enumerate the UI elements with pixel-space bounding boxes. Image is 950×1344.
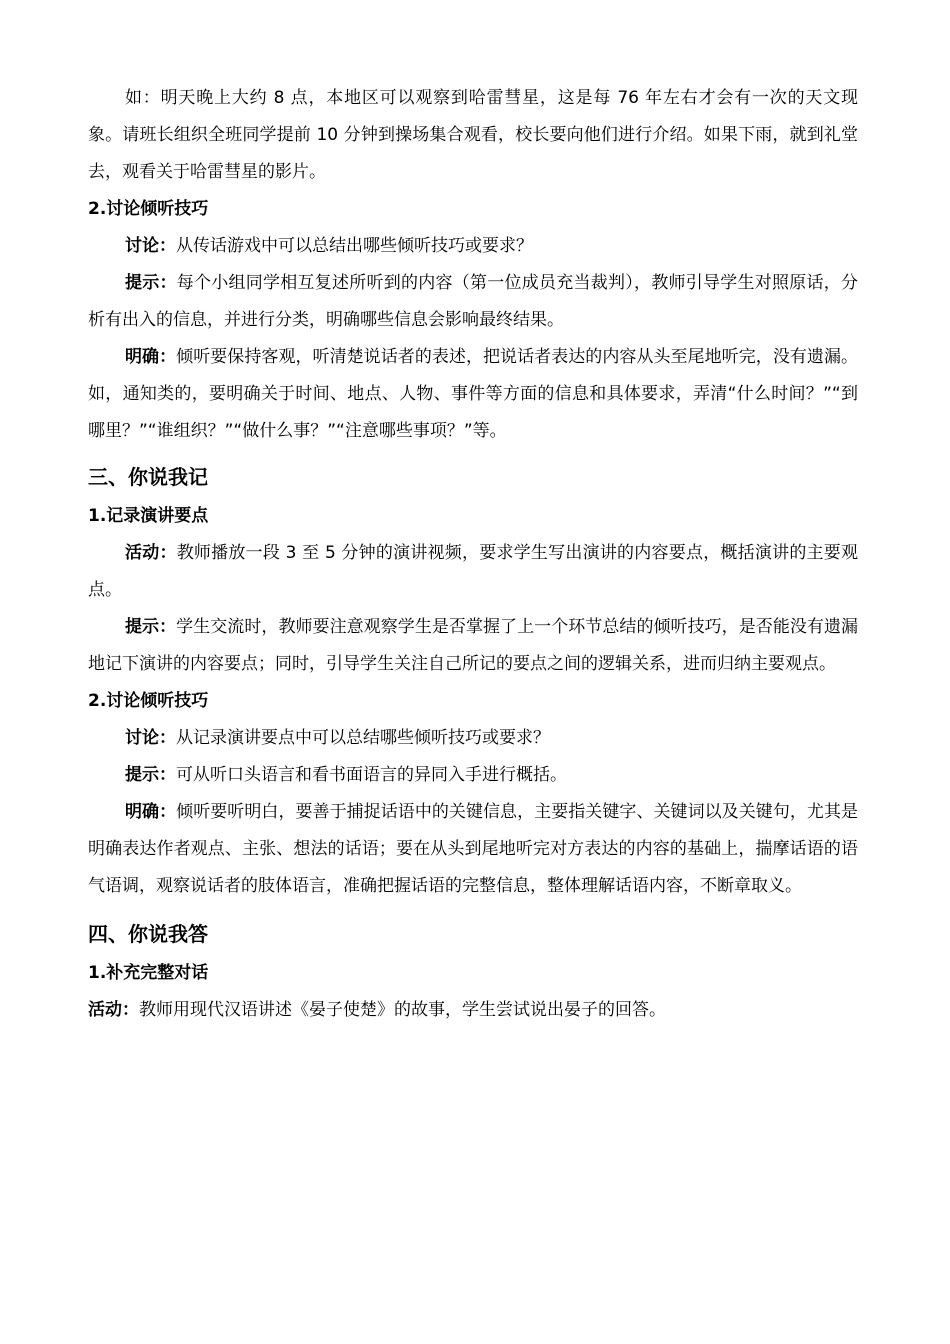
clarify-paragraph-2	[88, 794, 858, 905]
hint-label: 提示：	[125, 617, 177, 637]
hint-paragraph-3	[88, 757, 858, 794]
activity-paragraph-1	[88, 535, 858, 609]
hint-paragraph-1	[88, 265, 858, 339]
document-page	[88, 80, 858, 1029]
subheading-record-speech-points: 1.记录演讲要点	[88, 506, 209, 526]
activity-text: 教师播放一段 3 至 5 分钟的演讲视频，要求学生写出演讲的内容要点，概括演讲的主要观点。	[88, 543, 859, 600]
clarify-paragraph-1	[88, 339, 858, 450]
hint-text: 每个小组同学相互复述所听到的内容（第一位成员充当裁判），教师引导学生对照原话，分析有出入的信息，并进行分类，明确哪些信息会影响最终结果。	[88, 273, 858, 330]
discuss-text: 从记录演讲要点中可以总结哪些倾听技巧或要求？	[176, 728, 550, 748]
subheading-discuss-listening-1: 2.讨论倾听技巧	[88, 199, 209, 219]
section-heading-you-speak-i-answer: 四、你说我答	[88, 922, 208, 946]
discuss-paragraph-2	[88, 720, 858, 757]
hint-text: 可从听口头语言和看书面语言的异同入手进行概括。	[176, 765, 567, 785]
clarify-label: 明确：	[125, 802, 177, 822]
hint-text: 学生交流时，教师要注意观察学生是否掌握了上一个环节总结的倾听技巧，是否能没有遗漏地记下演讲的内容要点；同时，引导学生关注自己所记的要点之间的逻辑关系，进而归纳主要观点。	[88, 617, 859, 674]
clarify-text: 倾听要保持客观，听清楚说话者的表述，把说话者表达的内容从头至尾地听完，没有遗漏。如，通知类的，要明确关于时间、地点、人物、事件等方面的信息和具体要求，弄清“什么时间？”“到哪里？”“谁组织？”“做什么事？”“注意哪些事项？”等。	[88, 347, 859, 441]
discuss-text: 从传话游戏中可以总结出哪些倾听技巧或要求？	[176, 236, 533, 256]
hint-label: 提示：	[125, 273, 177, 293]
section-heading-you-speak-i-record: 三、你说我记	[88, 465, 208, 489]
activity-text: 教师用现代汉语讲述《晏子使楚》的故事，学生尝试说出晏子的回答。	[139, 1000, 666, 1020]
discuss-label: 讨论：	[125, 728, 176, 748]
example-paragraph: 如：明天晚上大约 8 点，本地区可以观察到哈雷彗星，这是每 76 年左右才会有一次的天文现象。请班长组织全班同学提前 10 分钟到操场集合观看，校长要向他们进行介绍。如果下雨，就到礼堂去，观看关于哈雷彗星的影片。	[88, 88, 858, 182]
clarify-label: 明确：	[125, 347, 177, 367]
subheading-discuss-listening-2: 2.讨论倾听技巧	[88, 691, 209, 711]
discuss-paragraph-1	[88, 228, 858, 265]
clarify-text: 倾听要听明白，要善于捕捉话语中的关键信息，主要指关键字、关键词以及关键句，尤其是明确表达作者观点、主张、想法的话语；要在从头到尾地听完对方表达的内容的基础上，揣摩话语的语气语调，观察说话者的肢体语言，准确把握话语的完整信息，整体理解话语内容，不断章取义。	[88, 802, 859, 896]
hint-paragraph-2	[88, 609, 858, 683]
activity-paragraph-2	[88, 992, 858, 1029]
discuss-label: 讨论：	[125, 236, 176, 256]
hint-label: 提示：	[125, 765, 176, 785]
activity-label: 活动：	[88, 1000, 139, 1020]
activity-label: 活动：	[125, 543, 177, 563]
subheading-complete-dialogue: 1.补充完整对话	[88, 963, 209, 983]
